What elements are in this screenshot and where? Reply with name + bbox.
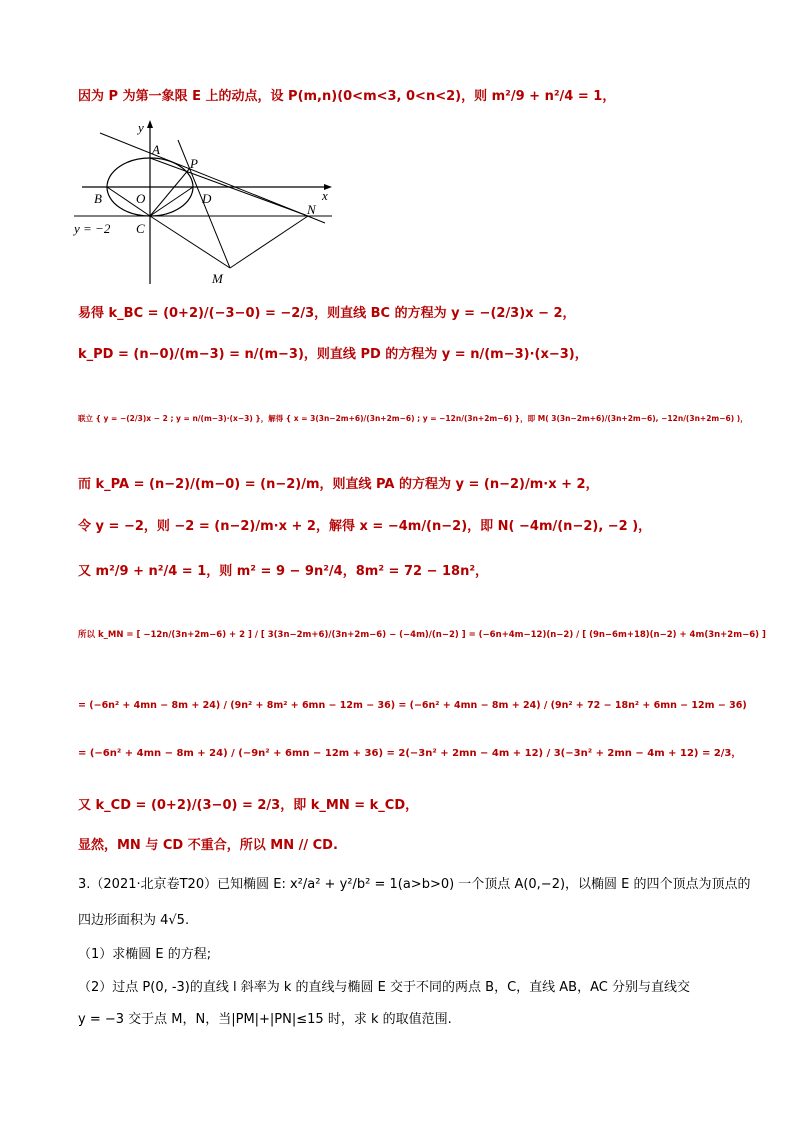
problem-part-1: （1）求椭圆 E 的方程;	[78, 947, 212, 962]
solution-line-4: 联立 { y = −(2/3)x − 2 ; y = n/(m−3)·(x−3) }，解得 { x = 3(3n−2m+6)/(3n+2m−6) ; y = −12n/(3n+2m−6) }，即 M( 3(3n−2m+6)/(3n+2m−6), −12n/(3n+2m−6) )，	[78, 414, 748, 423]
solution-line-11: 又 k_CD = (0+2)/(3−0) = 2/3，即 k_MN = k_CD，	[78, 798, 419, 813]
label-x-axis: x	[322, 188, 328, 203]
label-C: C	[136, 221, 145, 236]
solution-line-2: 易得 k_BC = (0+2)/(−3−0) = −2/3，则直线 BC 的方程为 y = −(2/3)x − 2，	[78, 306, 576, 321]
label-O: O	[136, 191, 146, 206]
problem-line-1: 3.（2021·北京卷T20）已知椭圆 E: x²/a² + y²/b² = 1(a>b>0) 一个顶点 A(0,−2)，以椭圆 E 的四个顶点为顶点的	[78, 877, 751, 892]
problem-line-2: 四边形面积为 4√5.	[78, 913, 190, 928]
solution-line-6: 令 y = −2，则 −2 = (n−2)/m·x + 2，解得 x = −4m/(n−2)，即 N( −4m/(n−2), −2 )，	[78, 519, 652, 534]
solution-line-7: 又 m²/9 + n²/4 = 1，则 m² = 9 − 9n²/4，8m² = 72 − 18n²，	[78, 564, 489, 579]
solution-line-12: 显然，MN 与 CD 不重合，所以 MN // CD.	[78, 838, 338, 853]
label-P: P	[190, 156, 198, 171]
geometry-figure	[70, 118, 340, 288]
solution-line-9: = (−6n² + 4mn − 8m + 24) / (9n² + 8m² + 6mn − 12m − 36) = (−6n² + 4mn − 8m + 24) / (9n² + 72 − 18n² + 6mn − 12m − 36)	[78, 700, 747, 711]
solution-line-3: k_PD = (n−0)/(m−3) = n/(m−3)，则直线 PD 的方程为 y = n/(m−3)·(x−3)，	[78, 347, 588, 362]
solution-line-5: 而 k_PA = (n−2)/(m−0) = (n−2)/m，则直线 PA 的方程为 y = (n−2)/m·x + 2，	[78, 477, 599, 492]
solution-line-10: = (−6n² + 4mn − 8m + 24) / (−9n² + 6mn − 12m + 36) = 2(−3n² + 2mn − 4m + 12) / 3(−3n² + 2mn − 4m + 12) = 2/3，	[78, 748, 742, 759]
label-D: D	[202, 191, 212, 206]
label-A: A	[152, 142, 160, 157]
label-M: M	[212, 271, 223, 286]
solution-line-1: 因为 P 为第一象限 E 上的动点，设 P(m,n)(0<m<3, 0<n<2)，则 m²/9 + n²/4 = 1，	[78, 89, 616, 104]
label-B: B	[94, 191, 102, 206]
problem-part-2-line-1: （2）过点 P(0, -3)的直线 l 斜率为 k 的直线与椭圆 E 交于不同的两点 B，C，直线 AB，AC 分别与直线交	[78, 980, 690, 995]
label-N: N	[307, 202, 316, 217]
solution-line-8: 所以 k_MN = [ −12n/(3n+2m−6) + 2 ] / [ 3(3n−2m+6)/(3n+2m−6) − (−4m)/(n−2) ] = (−6n+4m−12)(n−2) / [ (9n−6m+18)(n−2) + 4m(3n+2m−6) ]	[78, 630, 766, 640]
label-y-axis: y	[138, 120, 144, 135]
label-line-y-minus-2: y = −2	[74, 221, 111, 236]
problem-part-2-line-2: y = −3 交于点 M，N，当|PM|+|PN|≤15 时，求 k 的取值范围.	[78, 1012, 452, 1027]
